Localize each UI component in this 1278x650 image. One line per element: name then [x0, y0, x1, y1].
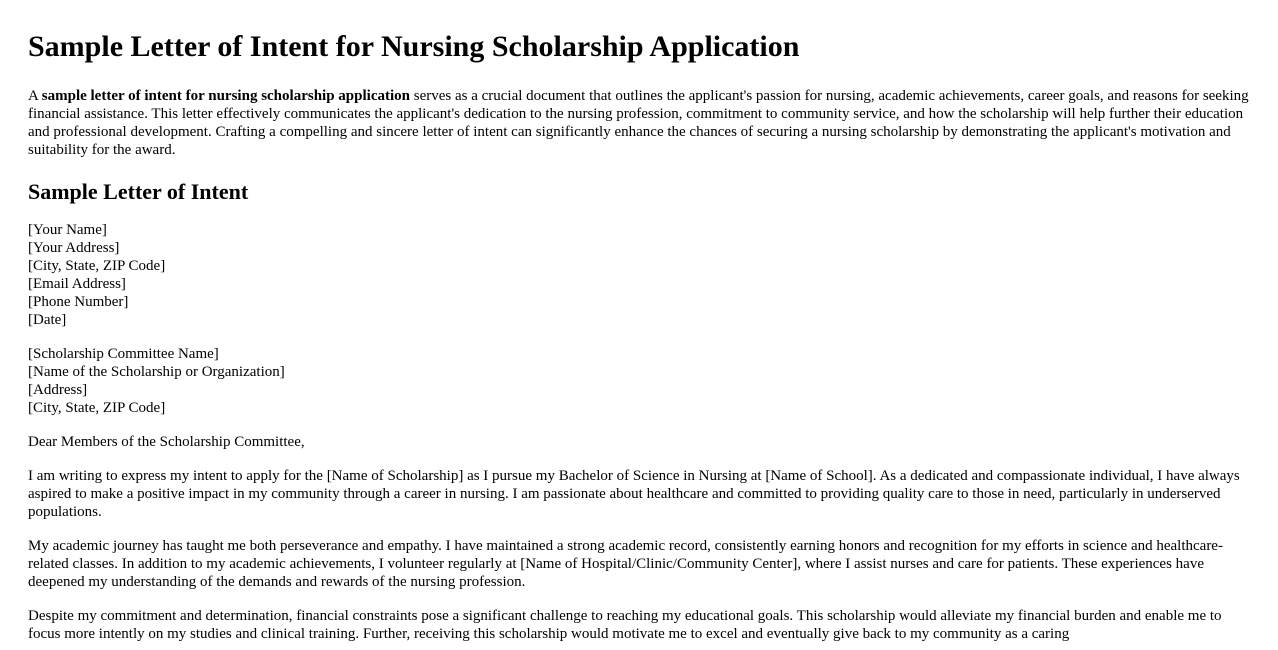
- recipient-address-block: [28, 345, 1250, 417]
- recipient-committee: [Scholarship Committee Name]: [28, 346, 219, 362]
- body-paragraph-3: Despite my commitment and determination, financial constraints pose a significant challenge to reaching my educational goals. This scholarship would alleviate my financial burden and enable me to focus more intently on my studies and clinical training. Further, receiving this scholarship would motivate me to excel and eventually give back to my community as a caring: [28, 608, 1222, 642]
- intro-rest: serves as a crucial document that outlines the applicant's passion for nursing, academic achievements, career goals, and reasons for seeking financial assistance. This letter effectively communicates the applicant's dedication to the nursing profession, commitment to community service, and how the scholarship will help further their education and professional development. Crafting a compelling and sincere letter of intent can significantly enhance the chances of securing a nursing scholarship by demonstrating the applicant's motivation and suitability for the award.: [28, 88, 1249, 158]
- document-page: [28, 0, 1250, 643]
- sender-address: [Your Address]: [28, 240, 120, 256]
- recipient-organization: [Name of the Scholarship or Organization]: [28, 364, 285, 380]
- sender-city-state-zip: [City, State, ZIP Code]: [28, 258, 166, 274]
- letter-date: [Date]: [28, 312, 67, 328]
- sender-email: [Email Address]: [28, 276, 126, 292]
- body-paragraph-1: I am writing to express my intent to apply for the [Name of Scholarship] as I pursue my Bachelor of Science in Nursing at [Name of School]. As a dedicated and compassionate individual, I have always aspired to make a positive impact in my community through a career in nursing. I am passionate about healthcare and committed to providing quality care to those in need, particularly in underserved populations.: [28, 468, 1240, 520]
- intro-bold-phrase: sample letter of intent for nursing scholarship application: [41, 88, 410, 104]
- body-paragraph-2: My academic journey has taught me both perseverance and empathy. I have maintained a strong academic record, consistently earning honors and recognition for my efforts in science and healthcare-related classes. In addition to my academic achievements, I volunteer regularly at [Name of Hospital/Clinic/Community Center], where I assist nurses and care for patients. These experiences have deepened my understanding of the demands and rewards of the nursing profession.: [28, 538, 1223, 590]
- recipient-address: [Address]: [28, 382, 88, 398]
- recipient-city-state-zip: [City, State, ZIP Code]: [28, 400, 166, 416]
- sender-address-block: [28, 221, 1250, 329]
- section-heading: Sample Letter of Intent: [28, 179, 249, 204]
- sender-name: [Your Name]: [28, 222, 107, 238]
- intro-lead: A: [28, 88, 42, 104]
- salutation: Dear Members of the Scholarship Committee,: [28, 434, 305, 450]
- intro-paragraph: [28, 87, 1250, 159]
- page-title: Sample Letter of Intent for Nursing Scholarship Application: [28, 30, 800, 63]
- sender-phone: [Phone Number]: [28, 294, 129, 310]
